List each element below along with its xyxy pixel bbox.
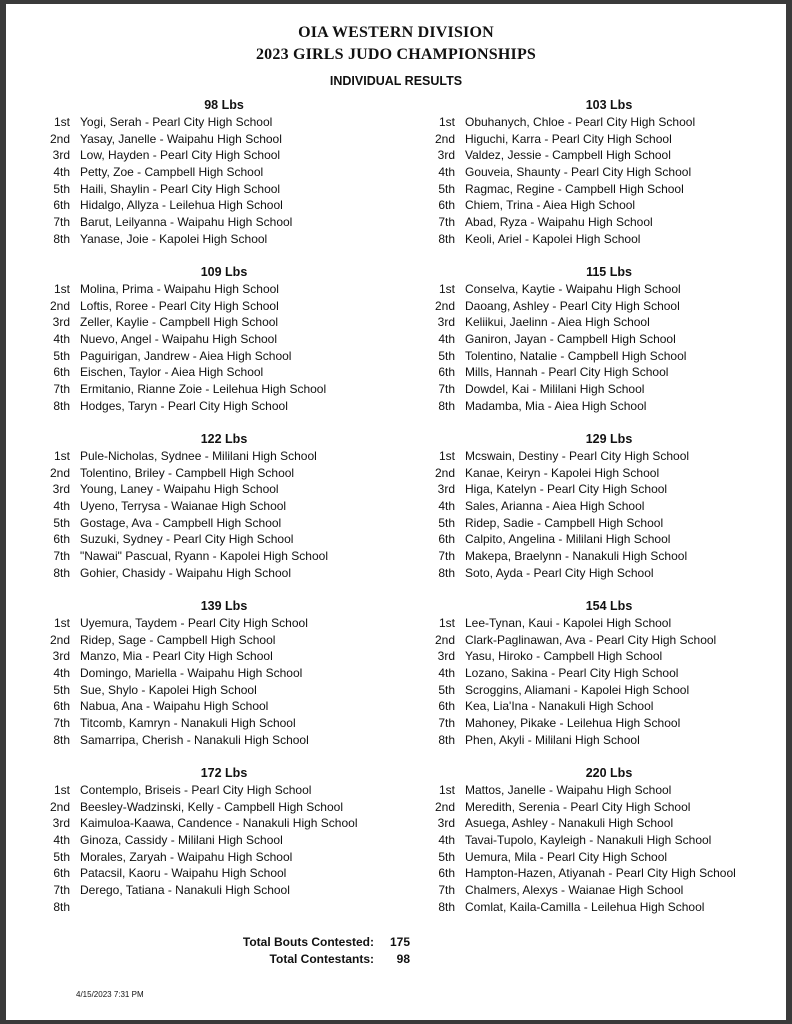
- document-title-line1: OIA WESTERN DIVISION: [298, 24, 494, 41]
- place-label: 4th: [438, 499, 455, 514]
- weight-division: [34, 97, 394, 264]
- competitor-entry: Manzo, Mia - Pearl City High School: [80, 649, 273, 664]
- place-label: 4th: [53, 666, 70, 681]
- competitor-entry: Paguirigan, Jandrew - Aiea High School: [80, 348, 292, 363]
- division-title: 115 Lbs: [586, 265, 632, 279]
- result-row: [419, 531, 779, 548]
- place-label: 4th: [438, 666, 455, 681]
- place-label: 6th: [438, 866, 455, 881]
- division-title: 220 Lbs: [585, 766, 633, 780]
- place-label: 7th: [53, 215, 70, 230]
- competitor-entry: Yogi, Serah - Pearl City High School: [80, 115, 273, 129]
- place-label: 3rd: [437, 482, 455, 497]
- result-row: [34, 715, 394, 732]
- place-label: 4th: [53, 833, 70, 848]
- result-row: [34, 398, 394, 415]
- competitor-entry: Conselva, Kaytie - Waipahu High School: [465, 282, 681, 296]
- competitor-entry: Lozano, Sakina - Pearl City High School: [465, 666, 679, 681]
- place-label: 7th: [438, 215, 455, 230]
- place-label: 4th: [53, 332, 70, 347]
- weight-division: [419, 598, 779, 765]
- result-row: [419, 565, 779, 582]
- result-row: [34, 548, 394, 565]
- result-row: [34, 197, 394, 214]
- place-label: 1st: [438, 783, 455, 797]
- place-label: 8th: [438, 398, 455, 413]
- competitor-entry: Uyeno, Terrysa - Waianae High School: [80, 499, 287, 514]
- total-bouts-row: [6, 934, 786, 951]
- competitor-entry: Valdez, Jessie - Campbell High School: [465, 148, 671, 163]
- result-row: [34, 164, 394, 181]
- competitor-entry: Eischen, Taylor - Aiea High School: [80, 365, 264, 380]
- result-row: [419, 214, 779, 231]
- result-row: [34, 515, 394, 532]
- place-label: 8th: [53, 732, 70, 747]
- place-label: 2nd: [49, 465, 70, 480]
- place-label: 5th: [438, 849, 455, 864]
- total-bouts-label: Total Bouts Contested:: [242, 935, 374, 949]
- result-row: [419, 665, 779, 682]
- place-label: 4th: [53, 499, 70, 514]
- result-row: [34, 849, 394, 866]
- result-row: [419, 832, 779, 849]
- result-row: [34, 481, 394, 498]
- place-label: 5th: [438, 682, 455, 697]
- place-label: 8th: [53, 398, 70, 413]
- competitor-entry: Kaimuloa-Kaawa, Candence - Nanakuli High School: [80, 816, 358, 831]
- competitor-entry: Pule-Nicholas, Sydnee - Mililani High School: [80, 449, 317, 463]
- place-label: 1st: [53, 115, 70, 129]
- place-label: 7th: [53, 382, 70, 397]
- weight-division: [34, 598, 394, 765]
- result-row: [34, 348, 394, 365]
- result-row: [419, 782, 779, 799]
- result-row: [34, 732, 394, 749]
- place-label: 3rd: [437, 816, 455, 831]
- result-row: [34, 648, 394, 665]
- competitor-entry: Domingo, Mariella - Waipahu High School: [80, 666, 303, 681]
- place-label: 1st: [53, 449, 70, 463]
- total-contestants-row: [6, 951, 786, 968]
- competitor-entry: Zeller, Kaylie - Campbell High School: [80, 315, 279, 330]
- place-label: 2nd: [434, 298, 455, 313]
- result-row: [419, 515, 779, 532]
- results-column-right: [419, 97, 779, 932]
- competitor-entry: Ragmac, Regine - Campbell High School: [465, 181, 684, 196]
- place-label: 2nd: [49, 298, 70, 313]
- place-label: 2nd: [434, 632, 455, 647]
- place-label: 8th: [438, 899, 455, 914]
- result-row: [419, 682, 779, 699]
- competitor-entry: Kea, Lia'Ina - Nanakuli High School: [465, 699, 654, 714]
- place-label: 8th: [53, 231, 70, 246]
- competitor-entry: Yasay, Janelle - Waipahu High School: [80, 131, 282, 146]
- result-row: [419, 364, 779, 381]
- competitor-entry: Molina, Prima - Waipahu High School: [80, 282, 279, 296]
- document-subtitle: INDIVIDUAL RESULTS: [329, 74, 463, 88]
- place-label: 5th: [438, 181, 455, 196]
- division-title: 172 Lbs: [200, 766, 248, 780]
- competitor-entry: Keoli, Ariel - Kapolei High School: [465, 231, 641, 246]
- result-row: [34, 214, 394, 231]
- competitor-entry: Tavai-Tupolo, Kayleigh - Nanakuli High School: [465, 833, 712, 848]
- print-timestamp: 4/15/2023 7:31 PM: [76, 990, 144, 999]
- result-row: [34, 698, 394, 715]
- place-label: 3rd: [52, 482, 70, 497]
- result-row: [419, 648, 779, 665]
- place-label: 8th: [438, 231, 455, 246]
- place-label: 2nd: [434, 465, 455, 480]
- result-row: [419, 882, 779, 899]
- place-label: 1st: [53, 783, 70, 797]
- place-label: 5th: [438, 515, 455, 530]
- result-row: [34, 231, 394, 248]
- place-label: 5th: [438, 348, 455, 363]
- place-label: 6th: [438, 365, 455, 380]
- place-label: 8th: [438, 565, 455, 580]
- result-row: [34, 565, 394, 582]
- competitor-entry: Daoang, Ashley - Pearl City High School: [465, 298, 680, 313]
- result-row: [34, 131, 394, 148]
- result-row: [34, 632, 394, 649]
- place-label: 2nd: [434, 131, 455, 146]
- competitor-entry: Loftis, Roree - Pearl City High School: [80, 298, 279, 313]
- competitor-entry: Sales, Arianna - Aiea High School: [465, 499, 645, 514]
- result-row: [34, 799, 394, 816]
- place-label: 7th: [53, 883, 70, 898]
- result-row: [34, 832, 394, 849]
- competitor-entry: Hodges, Taryn - Pearl City High School: [80, 398, 288, 413]
- result-row: [419, 114, 779, 131]
- place-label: 8th: [438, 732, 455, 747]
- competitor-entry: Suzuki, Sydney - Pearl City High School: [80, 532, 294, 547]
- result-row: [419, 314, 779, 331]
- result-row: [34, 114, 394, 131]
- weight-division: [419, 431, 779, 598]
- result-row: [419, 164, 779, 181]
- result-row: [34, 147, 394, 164]
- place-label: 7th: [438, 716, 455, 731]
- competitor-entry: Low, Hayden - Pearl City High School: [80, 148, 281, 163]
- competitor-entry: Mattos, Janelle - Waipahu High School: [465, 783, 672, 797]
- result-row: [419, 147, 779, 164]
- competitor-entry: Mcswain, Destiny - Pearl City High School: [465, 449, 690, 463]
- result-row: [34, 498, 394, 515]
- competitor-entry: Samarripa, Cherish - Nanakuli High School: [80, 732, 309, 747]
- place-label: 4th: [438, 165, 455, 180]
- place-label: 7th: [438, 883, 455, 898]
- competitor-entry: Young, Laney - Waipahu High School: [80, 482, 279, 497]
- place-label: 5th: [53, 515, 70, 530]
- result-row: [419, 865, 779, 882]
- division-title: 109 Lbs: [200, 265, 248, 279]
- competitor-entry: Yanase, Joie - Kapolei High School: [80, 231, 268, 246]
- place-label: 6th: [438, 198, 455, 213]
- competitor-entry: Titcomb, Kamryn - Nanakuli High School: [80, 716, 296, 731]
- place-label: 3rd: [52, 148, 70, 163]
- result-row: [419, 398, 779, 415]
- document-title-line2: 2023 GIRLS JUDO CHAMPIONSHIPS: [255, 46, 537, 63]
- place-label: 3rd: [437, 148, 455, 163]
- competitor-entry: Makepa, Braelynn - Nanakuli High School: [465, 549, 688, 564]
- result-row: [34, 331, 394, 348]
- competitor-entry: Scroggins, Aliamani - Kapolei High School: [465, 682, 690, 697]
- place-label: 4th: [438, 833, 455, 848]
- competitor-entry: Hampton-Hazen, Atiyanah - Pearl City High School: [465, 866, 736, 881]
- division-title: 139 Lbs: [200, 599, 248, 613]
- place-label: 7th: [53, 716, 70, 731]
- total-contestants-label: Total Contestants:: [269, 952, 374, 966]
- competitor-entry: Comlat, Kaila-Camilla - Leilehua High School: [465, 899, 705, 914]
- place-label: 5th: [53, 181, 70, 196]
- result-row: [34, 181, 394, 198]
- place-label: 7th: [53, 549, 70, 564]
- place-label: 7th: [438, 382, 455, 397]
- competitor-entry: Mahoney, Pikake - Leilehua High School: [465, 716, 681, 731]
- competitor-entry: Hidalgo, Allyza - Leilehua High School: [80, 198, 283, 213]
- competitor-entry: Tolentino, Briley - Campbell High School: [80, 465, 295, 480]
- result-row: [419, 799, 779, 816]
- result-row: [419, 181, 779, 198]
- competitor-entry: Keliikui, Jaelinn - Aiea High School: [465, 315, 650, 330]
- place-label: 7th: [438, 549, 455, 564]
- competitor-entry: Ginoza, Cassidy - Mililani High School: [80, 833, 283, 848]
- competitor-entry: Gostage, Ava - Campbell High School: [80, 515, 282, 530]
- result-row: [419, 231, 779, 248]
- place-label: 5th: [53, 682, 70, 697]
- competitor-entry: Dowdel, Kai - Mililani High School: [465, 382, 645, 397]
- weight-division: [419, 264, 779, 431]
- place-label: 1st: [438, 616, 455, 630]
- competitor-entry: Uemura, Mila - Pearl City High School: [465, 849, 668, 864]
- place-label: 6th: [53, 699, 70, 714]
- result-row: [419, 481, 779, 498]
- result-row: [34, 465, 394, 482]
- result-row: [34, 899, 394, 916]
- place-label: 8th: [53, 565, 70, 580]
- competitor-entry: Chiem, Trina - Aiea High School: [465, 198, 636, 213]
- result-row: [34, 865, 394, 882]
- place-label: 1st: [53, 282, 70, 296]
- place-label: 3rd: [437, 315, 455, 330]
- competitor-entry: Petty, Zoe - Campbell High School: [80, 165, 264, 180]
- place-label: 6th: [53, 365, 70, 380]
- competitor-entry: Higuchi, Karra - Pearl City High School: [465, 131, 672, 146]
- weight-division: [34, 765, 394, 932]
- result-row: [34, 364, 394, 381]
- competitor-entry: Uyemura, Taydem - Pearl City High School: [80, 616, 308, 630]
- competitor-entry: Higa, Katelyn - Pearl City High School: [465, 482, 668, 497]
- place-label: 3rd: [437, 649, 455, 664]
- place-label: 2nd: [49, 131, 70, 146]
- competitor-entry: Beesley-Wadzinski, Kelly - Campbell High School: [80, 799, 343, 814]
- weight-division: [419, 97, 779, 264]
- competitor-entry: Contemplo, Briseis - Pearl City High School: [80, 783, 312, 797]
- competitor-entry: Yasu, Hiroko - Campbell High School: [465, 649, 663, 664]
- place-label: 3rd: [52, 816, 70, 831]
- result-row: [34, 281, 394, 298]
- result-row: [419, 131, 779, 148]
- result-row: [419, 331, 779, 348]
- result-row: [419, 899, 779, 916]
- total-contestants-value: 98: [396, 952, 410, 966]
- competitor-entry: Chalmers, Alexys - Waianae High School: [465, 883, 684, 898]
- results-document: [6, 4, 786, 1020]
- total-bouts-value: 175: [389, 935, 410, 949]
- result-row: [419, 298, 779, 315]
- competitor-entry: Meredith, Serenia - Pearl City High School: [465, 799, 691, 814]
- competitor-entry: Gohier, Chasidy - Waipahu High School: [80, 565, 291, 580]
- place-label: 1st: [438, 449, 455, 463]
- result-row: [34, 782, 394, 799]
- place-label: 1st: [438, 282, 455, 296]
- competitor-entry: Morales, Zaryah - Waipahu High School: [80, 849, 293, 864]
- competitor-entry: Haili, Shaylin - Pearl City High School: [80, 181, 281, 196]
- competitor-entry: Calpito, Angelina - Mililani High School: [465, 532, 671, 547]
- competitor-entry: Patacsil, Kaoru - Waipahu High School: [80, 866, 287, 881]
- result-row: [419, 381, 779, 398]
- place-label: 1st: [438, 115, 455, 129]
- competitor-entry: Mills, Hannah - Pearl City High School: [465, 365, 669, 380]
- competitor-entry: Gouveia, Shaunty - Pearl City High School: [465, 165, 692, 180]
- result-row: [419, 498, 779, 515]
- competitor-entry: Abad, Ryza - Waipahu High School: [465, 215, 653, 230]
- weight-division: [419, 765, 779, 932]
- division-title: 122 Lbs: [200, 432, 248, 446]
- place-label: 8th: [53, 899, 70, 914]
- competitor-entry: Obuhanych, Chloe - Pearl City High School: [465, 115, 696, 129]
- place-label: 2nd: [49, 799, 70, 814]
- result-row: [34, 531, 394, 548]
- result-row: [34, 298, 394, 315]
- result-row: [34, 882, 394, 899]
- result-row: [419, 849, 779, 866]
- division-title: 98 Lbs: [204, 98, 244, 112]
- competitor-entry: Clark-Paglinawan, Ava - Pearl City High School: [465, 632, 717, 647]
- place-label: 3rd: [52, 649, 70, 664]
- result-row: [419, 698, 779, 715]
- competitor-entry: Kanae, Keiryn - Kapolei High School: [465, 465, 660, 480]
- competitor-entry: Tolentino, Natalie - Campbell High School: [465, 348, 687, 363]
- place-label: 6th: [438, 699, 455, 714]
- place-label: 3rd: [52, 315, 70, 330]
- place-label: 5th: [53, 348, 70, 363]
- results-column-left: [34, 97, 394, 932]
- result-row: [419, 448, 779, 465]
- result-row: [419, 632, 779, 649]
- division-title: 129 Lbs: [585, 432, 633, 446]
- result-row: [34, 682, 394, 699]
- result-row: [34, 314, 394, 331]
- competitor-entry: Lee-Tynan, Kaui - Kapolei High School: [465, 616, 672, 630]
- result-row: [34, 381, 394, 398]
- competitor-entry: Ermitanio, Rianne Zoie - Leilehua High School: [80, 382, 327, 397]
- place-label: 1st: [53, 616, 70, 630]
- result-row: [419, 615, 779, 632]
- competitor-entry: Sue, Shylo - Kapolei High School: [80, 682, 257, 697]
- division-title: 154 Lbs: [585, 599, 633, 613]
- result-row: [34, 665, 394, 682]
- competitor-entry: Ridep, Sage - Campbell High School: [80, 632, 276, 647]
- place-label: 2nd: [49, 632, 70, 647]
- competitor-entry: Madamba, Mia - Aiea High School: [465, 398, 647, 413]
- competitor-entry: Ganiron, Jayan - Campbell High School: [465, 332, 676, 347]
- result-row: [419, 815, 779, 832]
- competitor-entry: Barut, Leilyanna - Waipahu High School: [80, 215, 293, 230]
- place-label: 4th: [53, 165, 70, 180]
- place-label: 6th: [438, 532, 455, 547]
- competitor-entry: Derego, Tatiana - Nanakuli High School: [80, 883, 290, 898]
- competitor-entry: Ridep, Sadie - Campbell High School: [465, 515, 664, 530]
- competitor-entry: Phen, Akyli - Mililani High School: [465, 732, 640, 747]
- place-label: 6th: [53, 198, 70, 213]
- result-row: [419, 715, 779, 732]
- result-row: [419, 348, 779, 365]
- place-label: 6th: [53, 866, 70, 881]
- result-row: [419, 281, 779, 298]
- result-row: [34, 615, 394, 632]
- result-row: [419, 465, 779, 482]
- competitor-entry: Asuega, Ashley - Nanakuli High School: [465, 816, 674, 831]
- result-row: [419, 548, 779, 565]
- place-label: 2nd: [434, 799, 455, 814]
- competitor-entry: Nabua, Ana - Waipahu High School: [80, 699, 269, 714]
- result-row: [34, 815, 394, 832]
- result-row: [419, 732, 779, 749]
- result-row: [419, 197, 779, 214]
- competitor-entry: Nuevo, Angel - Waipahu High School: [80, 332, 278, 347]
- competitor-entry: "Nawai" Pascual, Ryann - Kapolei High School: [80, 549, 328, 564]
- result-row: [34, 448, 394, 465]
- weight-division: [34, 264, 394, 431]
- division-title: 103 Lbs: [585, 98, 633, 112]
- place-label: 5th: [53, 849, 70, 864]
- place-label: 6th: [53, 532, 70, 547]
- weight-division: [34, 431, 394, 598]
- place-label: 4th: [438, 332, 455, 347]
- competitor-entry: Soto, Ayda - Pearl City High School: [465, 565, 654, 580]
- totals-section: [6, 934, 786, 968]
